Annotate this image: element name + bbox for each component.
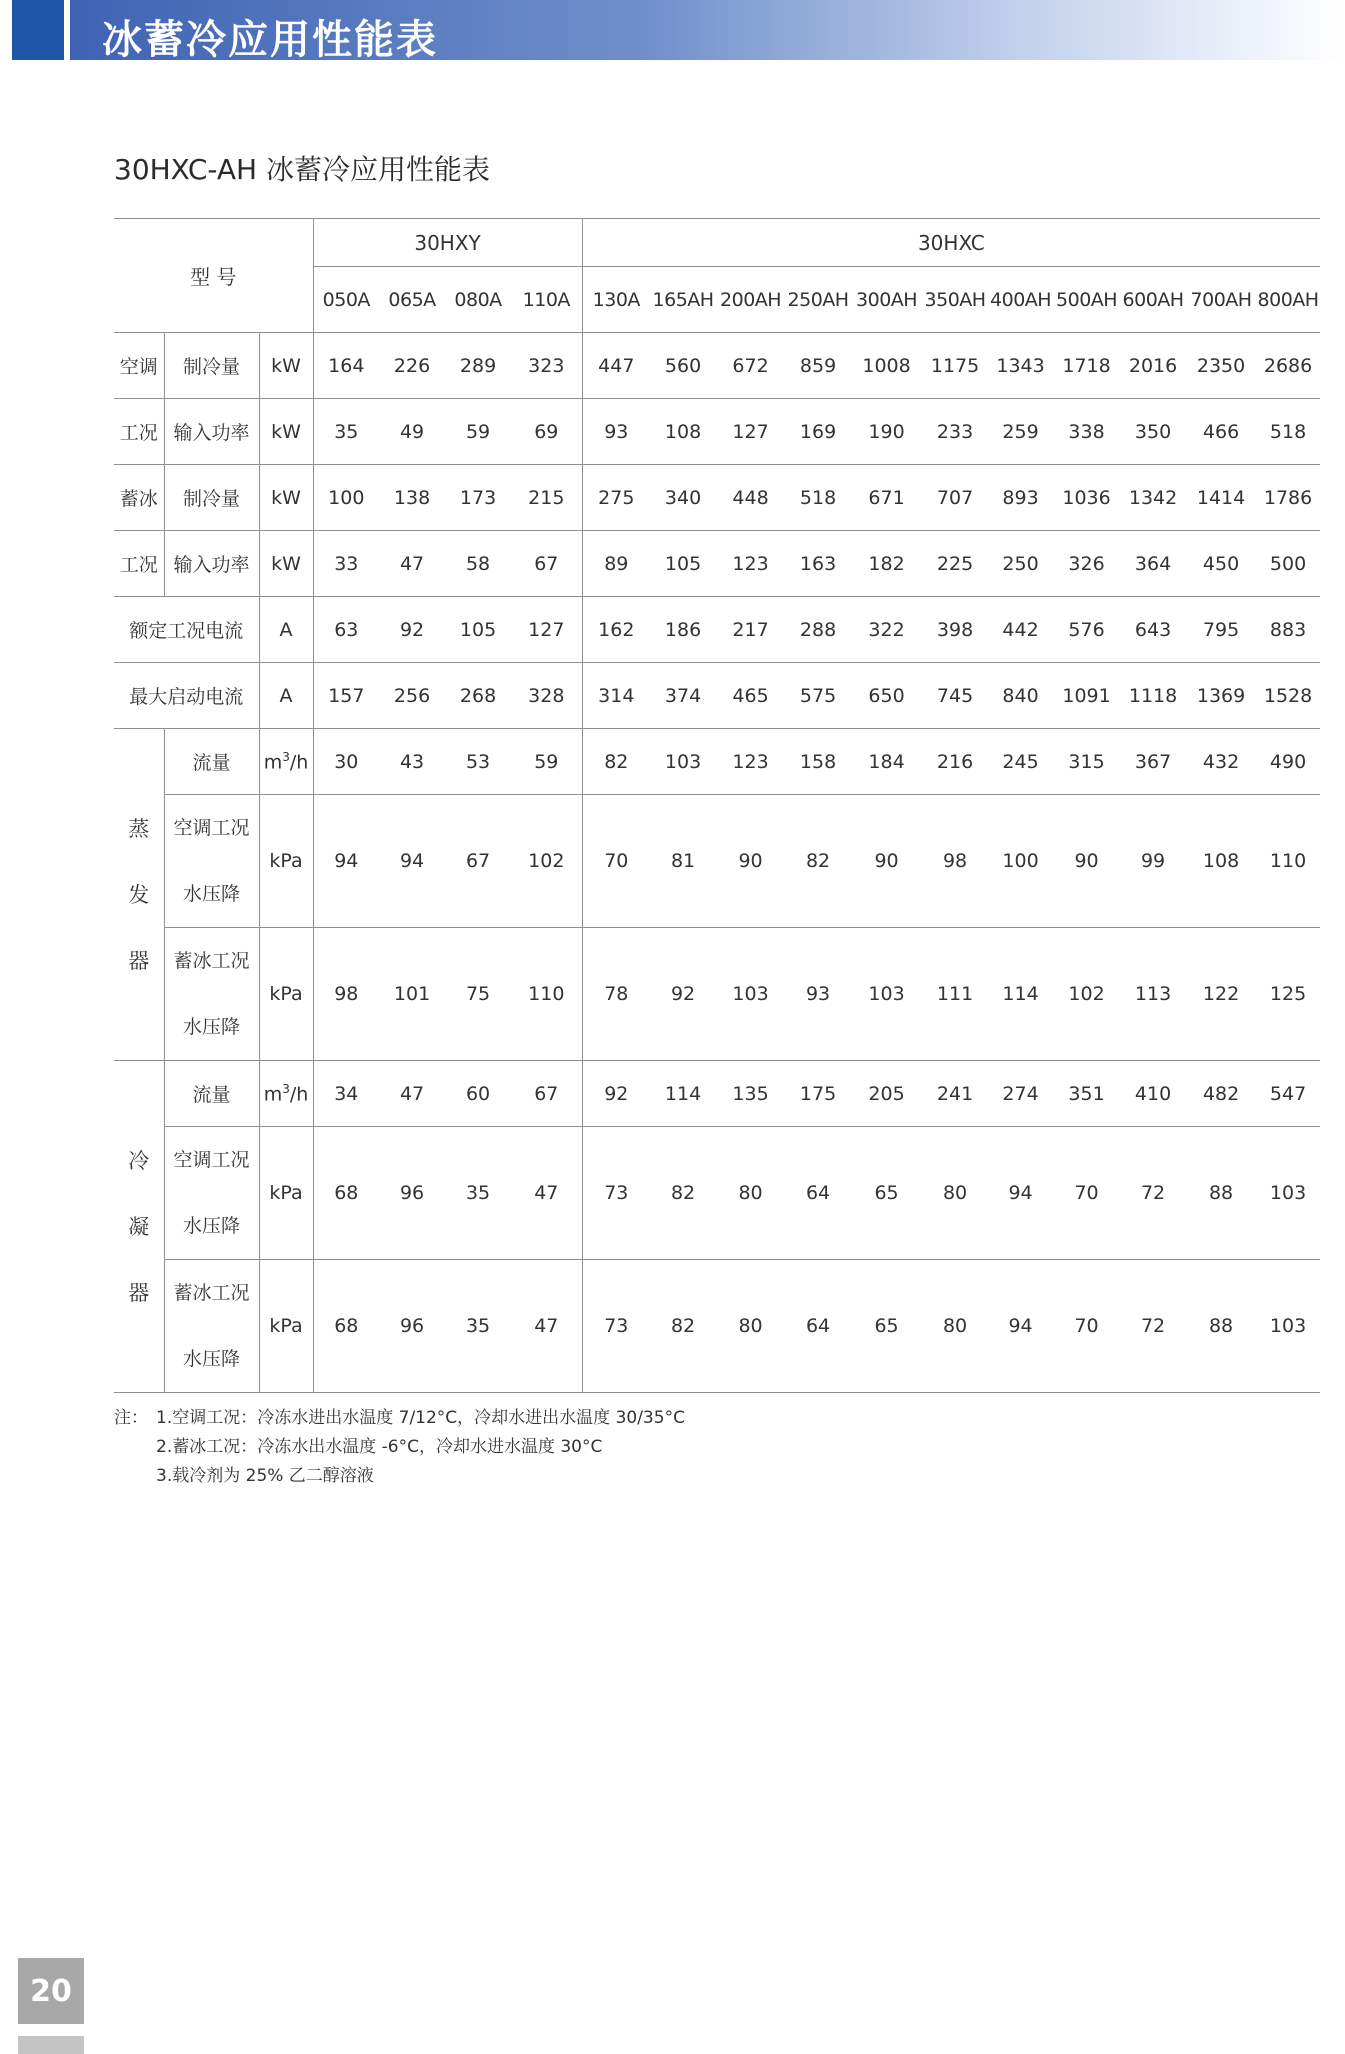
row-label-line: 空调工况	[173, 817, 250, 839]
row-label-line: 蓄冰工况	[173, 950, 250, 972]
value-cell: 518	[1256, 399, 1320, 465]
value-cell: 80	[922, 1260, 988, 1393]
value-cell: 840	[988, 663, 1053, 729]
unit-cell: A	[259, 663, 313, 729]
value-cell: 184	[851, 729, 922, 795]
value-cell: 205	[851, 1061, 922, 1127]
value-cell: 94	[988, 1127, 1053, 1260]
model-cell: 080A	[445, 267, 511, 333]
condenser-flow-row	[114, 1061, 1320, 1127]
value-cell: 88	[1186, 1260, 1256, 1393]
value-cell: 47	[511, 1127, 582, 1260]
value-cell: 82	[582, 729, 650, 795]
value-cell: 90	[851, 795, 922, 928]
model-cell: 110A	[511, 267, 582, 333]
value-cell: 1091	[1053, 663, 1120, 729]
row-label: 输入功率	[164, 531, 259, 597]
unit-cell: kPa	[259, 928, 313, 1061]
value-cell: 88	[1186, 1127, 1256, 1260]
value-cell: 47	[379, 1061, 445, 1127]
condenser-ac-drop-row	[114, 1127, 1320, 1260]
notes-lead: 注：	[114, 1408, 148, 1428]
evaporator-label-char: 蒸	[128, 816, 150, 841]
value-cell: 364	[1120, 531, 1186, 597]
value-cell: 466	[1186, 399, 1256, 465]
value-cell: 482	[1186, 1061, 1256, 1127]
value-cell: 315	[1053, 729, 1120, 795]
row-label	[164, 928, 259, 1061]
note-item: 1.空调工况：冷冻水进出水温度 7/12°C，冷却水进出水温度 30/35°C	[156, 1408, 685, 1428]
model-cell: 300AH	[851, 267, 922, 333]
value-cell: 162	[582, 597, 650, 663]
value-cell: 547	[1256, 1061, 1320, 1127]
value-cell: 1342	[1120, 465, 1186, 531]
row-label: 流量	[164, 1061, 259, 1127]
value-cell: 111	[922, 928, 988, 1061]
row-label: 最大启动电流	[114, 663, 259, 729]
value-cell: 217	[716, 597, 785, 663]
model-cell: 600AH	[1120, 267, 1186, 333]
value-cell: 78	[582, 928, 650, 1061]
value-cell: 33	[313, 531, 379, 597]
value-cell: 89	[582, 531, 650, 597]
value-cell: 1008	[851, 333, 922, 399]
value-cell: 73	[582, 1260, 650, 1393]
value-cell: 216	[922, 729, 988, 795]
value-cell: 73	[582, 1127, 650, 1260]
value-cell: 80	[716, 1260, 785, 1393]
model-cell: 350AH	[922, 267, 988, 333]
value-cell: 186	[650, 597, 716, 663]
value-cell: 70	[582, 795, 650, 928]
header-accent-square	[12, 0, 64, 60]
row-label: 制冷量	[164, 465, 259, 531]
unit-cell: kW	[259, 465, 313, 531]
value-cell: 80	[716, 1127, 785, 1260]
value-cell: 65	[851, 1260, 922, 1393]
ac-section-label: 空调	[114, 333, 164, 399]
value-cell: 108	[650, 399, 716, 465]
value-cell: 82	[650, 1127, 716, 1260]
unit-tail: /h	[289, 751, 309, 774]
value-cell: 340	[650, 465, 716, 531]
ac-section-label: 工况	[114, 399, 164, 465]
value-cell: 432	[1186, 729, 1256, 795]
value-cell: 138	[379, 465, 445, 531]
evaporator-ac-drop-row	[114, 795, 1320, 928]
value-cell: 59	[511, 729, 582, 795]
value-cell: 108	[1186, 795, 1256, 928]
condenser-label-char: 冷	[128, 1148, 150, 1173]
value-cell: 60	[445, 1061, 511, 1127]
note-item: 3.载冷剂为 25% 乙二醇溶液	[156, 1466, 374, 1486]
page-header-title: 冰蓄冷应用性能表	[102, 17, 438, 63]
row-label-line: 水压降	[182, 1016, 240, 1038]
row-label-line: 水压降	[182, 1348, 240, 1370]
performance-table	[114, 218, 1320, 1393]
group-header-row	[114, 219, 1320, 267]
unit-cell: kW	[259, 333, 313, 399]
value-cell: 169	[785, 399, 851, 465]
value-cell: 103	[716, 928, 785, 1061]
evaporator-section-label	[114, 729, 164, 1061]
value-cell: 560	[650, 333, 716, 399]
value-cell: 49	[379, 399, 445, 465]
rated-current-row	[114, 597, 1320, 663]
unit-cell	[259, 1061, 313, 1127]
value-cell: 576	[1053, 597, 1120, 663]
value-cell: 447	[582, 333, 650, 399]
value-cell: 225	[922, 531, 988, 597]
value-cell: 67	[511, 531, 582, 597]
value-cell: 93	[582, 399, 650, 465]
value-cell: 215	[511, 465, 582, 531]
value-cell: 98	[313, 928, 379, 1061]
value-cell: 92	[650, 928, 716, 1061]
value-cell: 323	[511, 333, 582, 399]
unit-cell: kPa	[259, 1260, 313, 1393]
value-cell: 103	[1256, 1127, 1320, 1260]
value-cell: 226	[379, 333, 445, 399]
row-label-line: 空调工况	[173, 1149, 250, 1171]
value-cell: 745	[922, 663, 988, 729]
value-cell: 893	[988, 465, 1053, 531]
value-cell: 110	[1256, 795, 1320, 928]
value-cell: 80	[922, 1127, 988, 1260]
value-cell: 64	[785, 1260, 851, 1393]
value-cell: 82	[785, 795, 851, 928]
value-cell: 288	[785, 597, 851, 663]
condenser-label-char: 凝	[128, 1214, 150, 1239]
unit-cell: kPa	[259, 795, 313, 928]
value-cell: 127	[716, 399, 785, 465]
value-cell: 707	[922, 465, 988, 531]
value-cell: 102	[511, 795, 582, 928]
row-label-line: 水压降	[182, 883, 240, 905]
unit-cell: A	[259, 597, 313, 663]
model-cell: 130A	[582, 267, 650, 333]
value-cell: 575	[785, 663, 851, 729]
condenser-section-label	[114, 1061, 164, 1393]
value-cell: 93	[785, 928, 851, 1061]
table-body	[114, 219, 1320, 1393]
unit-cell: kW	[259, 531, 313, 597]
value-cell: 72	[1120, 1260, 1186, 1393]
note-item: 2.蓄冰工况：冷冻水出水温度 -6°C，冷却水进水温度 30°C	[156, 1437, 603, 1457]
value-cell: 465	[716, 663, 785, 729]
value-cell: 82	[650, 1260, 716, 1393]
value-cell: 67	[511, 1061, 582, 1127]
value-cell: 35	[313, 399, 379, 465]
value-cell: 250	[988, 531, 1053, 597]
value-cell: 450	[1186, 531, 1256, 597]
value-cell: 289	[445, 333, 511, 399]
value-cell: 103	[650, 729, 716, 795]
value-cell: 123	[716, 729, 785, 795]
value-cell: 173	[445, 465, 511, 531]
value-cell: 43	[379, 729, 445, 795]
model-cell: 200AH	[716, 267, 785, 333]
value-cell: 98	[922, 795, 988, 928]
value-cell: 110	[511, 928, 582, 1061]
value-cell: 34	[313, 1061, 379, 1127]
notes	[114, 1404, 685, 1491]
value-cell: 47	[511, 1260, 582, 1393]
model-label-cell: 型 号	[114, 219, 313, 333]
value-cell: 328	[511, 663, 582, 729]
value-cell: 157	[313, 663, 379, 729]
value-cell: 274	[988, 1061, 1053, 1127]
row-label	[164, 1260, 259, 1393]
value-cell: 374	[650, 663, 716, 729]
value-cell: 96	[379, 1127, 445, 1260]
row-label: 额定工况电流	[114, 597, 259, 663]
unit-base: m	[263, 751, 283, 774]
value-cell: 114	[988, 928, 1053, 1061]
value-cell: 643	[1120, 597, 1186, 663]
row-label: 流量	[164, 729, 259, 795]
value-cell: 158	[785, 729, 851, 795]
value-cell: 1343	[988, 333, 1053, 399]
value-cell: 1414	[1186, 465, 1256, 531]
value-cell: 245	[988, 729, 1053, 795]
value-cell: 100	[988, 795, 1053, 928]
value-cell: 65	[851, 1127, 922, 1260]
value-cell: 135	[716, 1061, 785, 1127]
value-cell: 103	[851, 928, 922, 1061]
value-cell: 101	[379, 928, 445, 1061]
row-label-line: 蓄冰工况	[173, 1282, 250, 1304]
value-cell: 268	[445, 663, 511, 729]
value-cell: 1175	[922, 333, 988, 399]
value-cell: 63	[313, 597, 379, 663]
condenser-label-char: 器	[128, 1280, 150, 1305]
ice-power-row	[114, 531, 1320, 597]
value-cell: 125	[1256, 928, 1320, 1061]
value-cell: 127	[511, 597, 582, 663]
value-cell: 102	[1053, 928, 1120, 1061]
row-label: 输入功率	[164, 399, 259, 465]
row-label	[164, 795, 259, 928]
ice-section-label: 工况	[114, 531, 164, 597]
value-cell: 67	[445, 795, 511, 928]
value-cell: 75	[445, 928, 511, 1061]
value-cell: 113	[1120, 928, 1186, 1061]
value-cell: 100	[313, 465, 379, 531]
note-line	[114, 1404, 685, 1433]
value-cell: 2350	[1186, 333, 1256, 399]
value-cell: 883	[1256, 597, 1320, 663]
value-cell: 859	[785, 333, 851, 399]
value-cell: 163	[785, 531, 851, 597]
page-number: 20	[18, 1958, 84, 2024]
value-cell: 90	[1053, 795, 1120, 928]
value-cell: 59	[445, 399, 511, 465]
value-cell: 241	[922, 1061, 988, 1127]
value-cell: 518	[785, 465, 851, 531]
value-cell: 123	[716, 531, 785, 597]
value-cell: 314	[582, 663, 650, 729]
value-cell: 275	[582, 465, 650, 531]
value-cell: 259	[988, 399, 1053, 465]
model-cell: 250AH	[785, 267, 851, 333]
evaporator-ice-drop-row	[114, 928, 1320, 1061]
unit-cell: kPa	[259, 1127, 313, 1260]
unit-base: m	[263, 1083, 283, 1106]
value-cell: 68	[313, 1260, 379, 1393]
row-label: 制冷量	[164, 333, 259, 399]
value-cell: 1786	[1256, 465, 1320, 531]
model-cell: 050A	[313, 267, 379, 333]
value-cell: 92	[582, 1061, 650, 1127]
ac-power-row	[114, 399, 1320, 465]
value-cell: 2016	[1120, 333, 1186, 399]
value-cell: 351	[1053, 1061, 1120, 1127]
value-cell: 47	[379, 531, 445, 597]
value-cell: 1036	[1053, 465, 1120, 531]
value-cell: 105	[650, 531, 716, 597]
value-cell: 30	[313, 729, 379, 795]
unit-cell	[259, 729, 313, 795]
value-cell: 500	[1256, 531, 1320, 597]
value-cell: 53	[445, 729, 511, 795]
unit-cell: kW	[259, 399, 313, 465]
value-cell: 105	[445, 597, 511, 663]
evaporator-label-char: 器	[128, 948, 150, 973]
ice-cooling-row	[114, 465, 1320, 531]
row-label-line: 水压降	[182, 1215, 240, 1237]
unit-tail: /h	[289, 1083, 309, 1106]
value-cell: 672	[716, 333, 785, 399]
unit-superscript: 3	[282, 1081, 290, 1096]
value-cell: 94	[988, 1260, 1053, 1393]
value-cell: 350	[1120, 399, 1186, 465]
value-cell: 442	[988, 597, 1053, 663]
model-cell: 400AH	[988, 267, 1053, 333]
value-cell: 175	[785, 1061, 851, 1127]
value-cell: 398	[922, 597, 988, 663]
value-cell: 70	[1053, 1260, 1120, 1393]
value-cell: 94	[313, 795, 379, 928]
group-header-30hxc: 30HXC	[582, 219, 1320, 267]
value-cell: 70	[1053, 1127, 1120, 1260]
value-cell: 96	[379, 1260, 445, 1393]
row-label	[164, 1127, 259, 1260]
value-cell: 2686	[1256, 333, 1320, 399]
value-cell: 367	[1120, 729, 1186, 795]
value-cell: 338	[1053, 399, 1120, 465]
group-header-30hxy: 30HXY	[313, 219, 582, 267]
value-cell: 81	[650, 795, 716, 928]
value-cell: 326	[1053, 531, 1120, 597]
condenser-ice-drop-row	[114, 1260, 1320, 1393]
value-cell: 164	[313, 333, 379, 399]
page-tab-decoration	[18, 2036, 84, 2054]
value-cell: 233	[922, 399, 988, 465]
value-cell: 650	[851, 663, 922, 729]
model-cell: 800AH	[1256, 267, 1320, 333]
value-cell: 99	[1120, 795, 1186, 928]
evaporator-flow-row	[114, 729, 1320, 795]
value-cell: 410	[1120, 1061, 1186, 1127]
value-cell: 182	[851, 531, 922, 597]
value-cell: 1528	[1256, 663, 1320, 729]
ac-cooling-row	[114, 333, 1320, 399]
value-cell: 69	[511, 399, 582, 465]
value-cell: 35	[445, 1260, 511, 1393]
value-cell: 94	[379, 795, 445, 928]
value-cell: 448	[716, 465, 785, 531]
evaporator-label-char: 发	[128, 882, 150, 907]
value-cell: 103	[1256, 1260, 1320, 1393]
value-cell: 1718	[1053, 333, 1120, 399]
unit-superscript: 3	[282, 749, 290, 764]
value-cell: 92	[379, 597, 445, 663]
model-cell: 165AH	[650, 267, 716, 333]
value-cell: 322	[851, 597, 922, 663]
value-cell: 72	[1120, 1127, 1186, 1260]
value-cell: 490	[1256, 729, 1320, 795]
value-cell: 256	[379, 663, 445, 729]
model-cell: 065A	[379, 267, 445, 333]
value-cell: 671	[851, 465, 922, 531]
table-title: 30HXC-AH 冰蓄冷应用性能表	[114, 153, 490, 186]
model-cell: 700AH	[1186, 267, 1256, 333]
value-cell: 58	[445, 531, 511, 597]
value-cell: 122	[1186, 928, 1256, 1061]
max-start-current-row	[114, 663, 1320, 729]
value-cell: 1369	[1186, 663, 1256, 729]
model-cell: 500AH	[1053, 267, 1120, 333]
value-cell: 795	[1186, 597, 1256, 663]
value-cell: 90	[716, 795, 785, 928]
ice-section-label: 蓄冰	[114, 465, 164, 531]
value-cell: 114	[650, 1061, 716, 1127]
value-cell: 64	[785, 1127, 851, 1260]
value-cell: 190	[851, 399, 922, 465]
value-cell: 68	[313, 1127, 379, 1260]
value-cell: 1118	[1120, 663, 1186, 729]
value-cell: 35	[445, 1127, 511, 1260]
